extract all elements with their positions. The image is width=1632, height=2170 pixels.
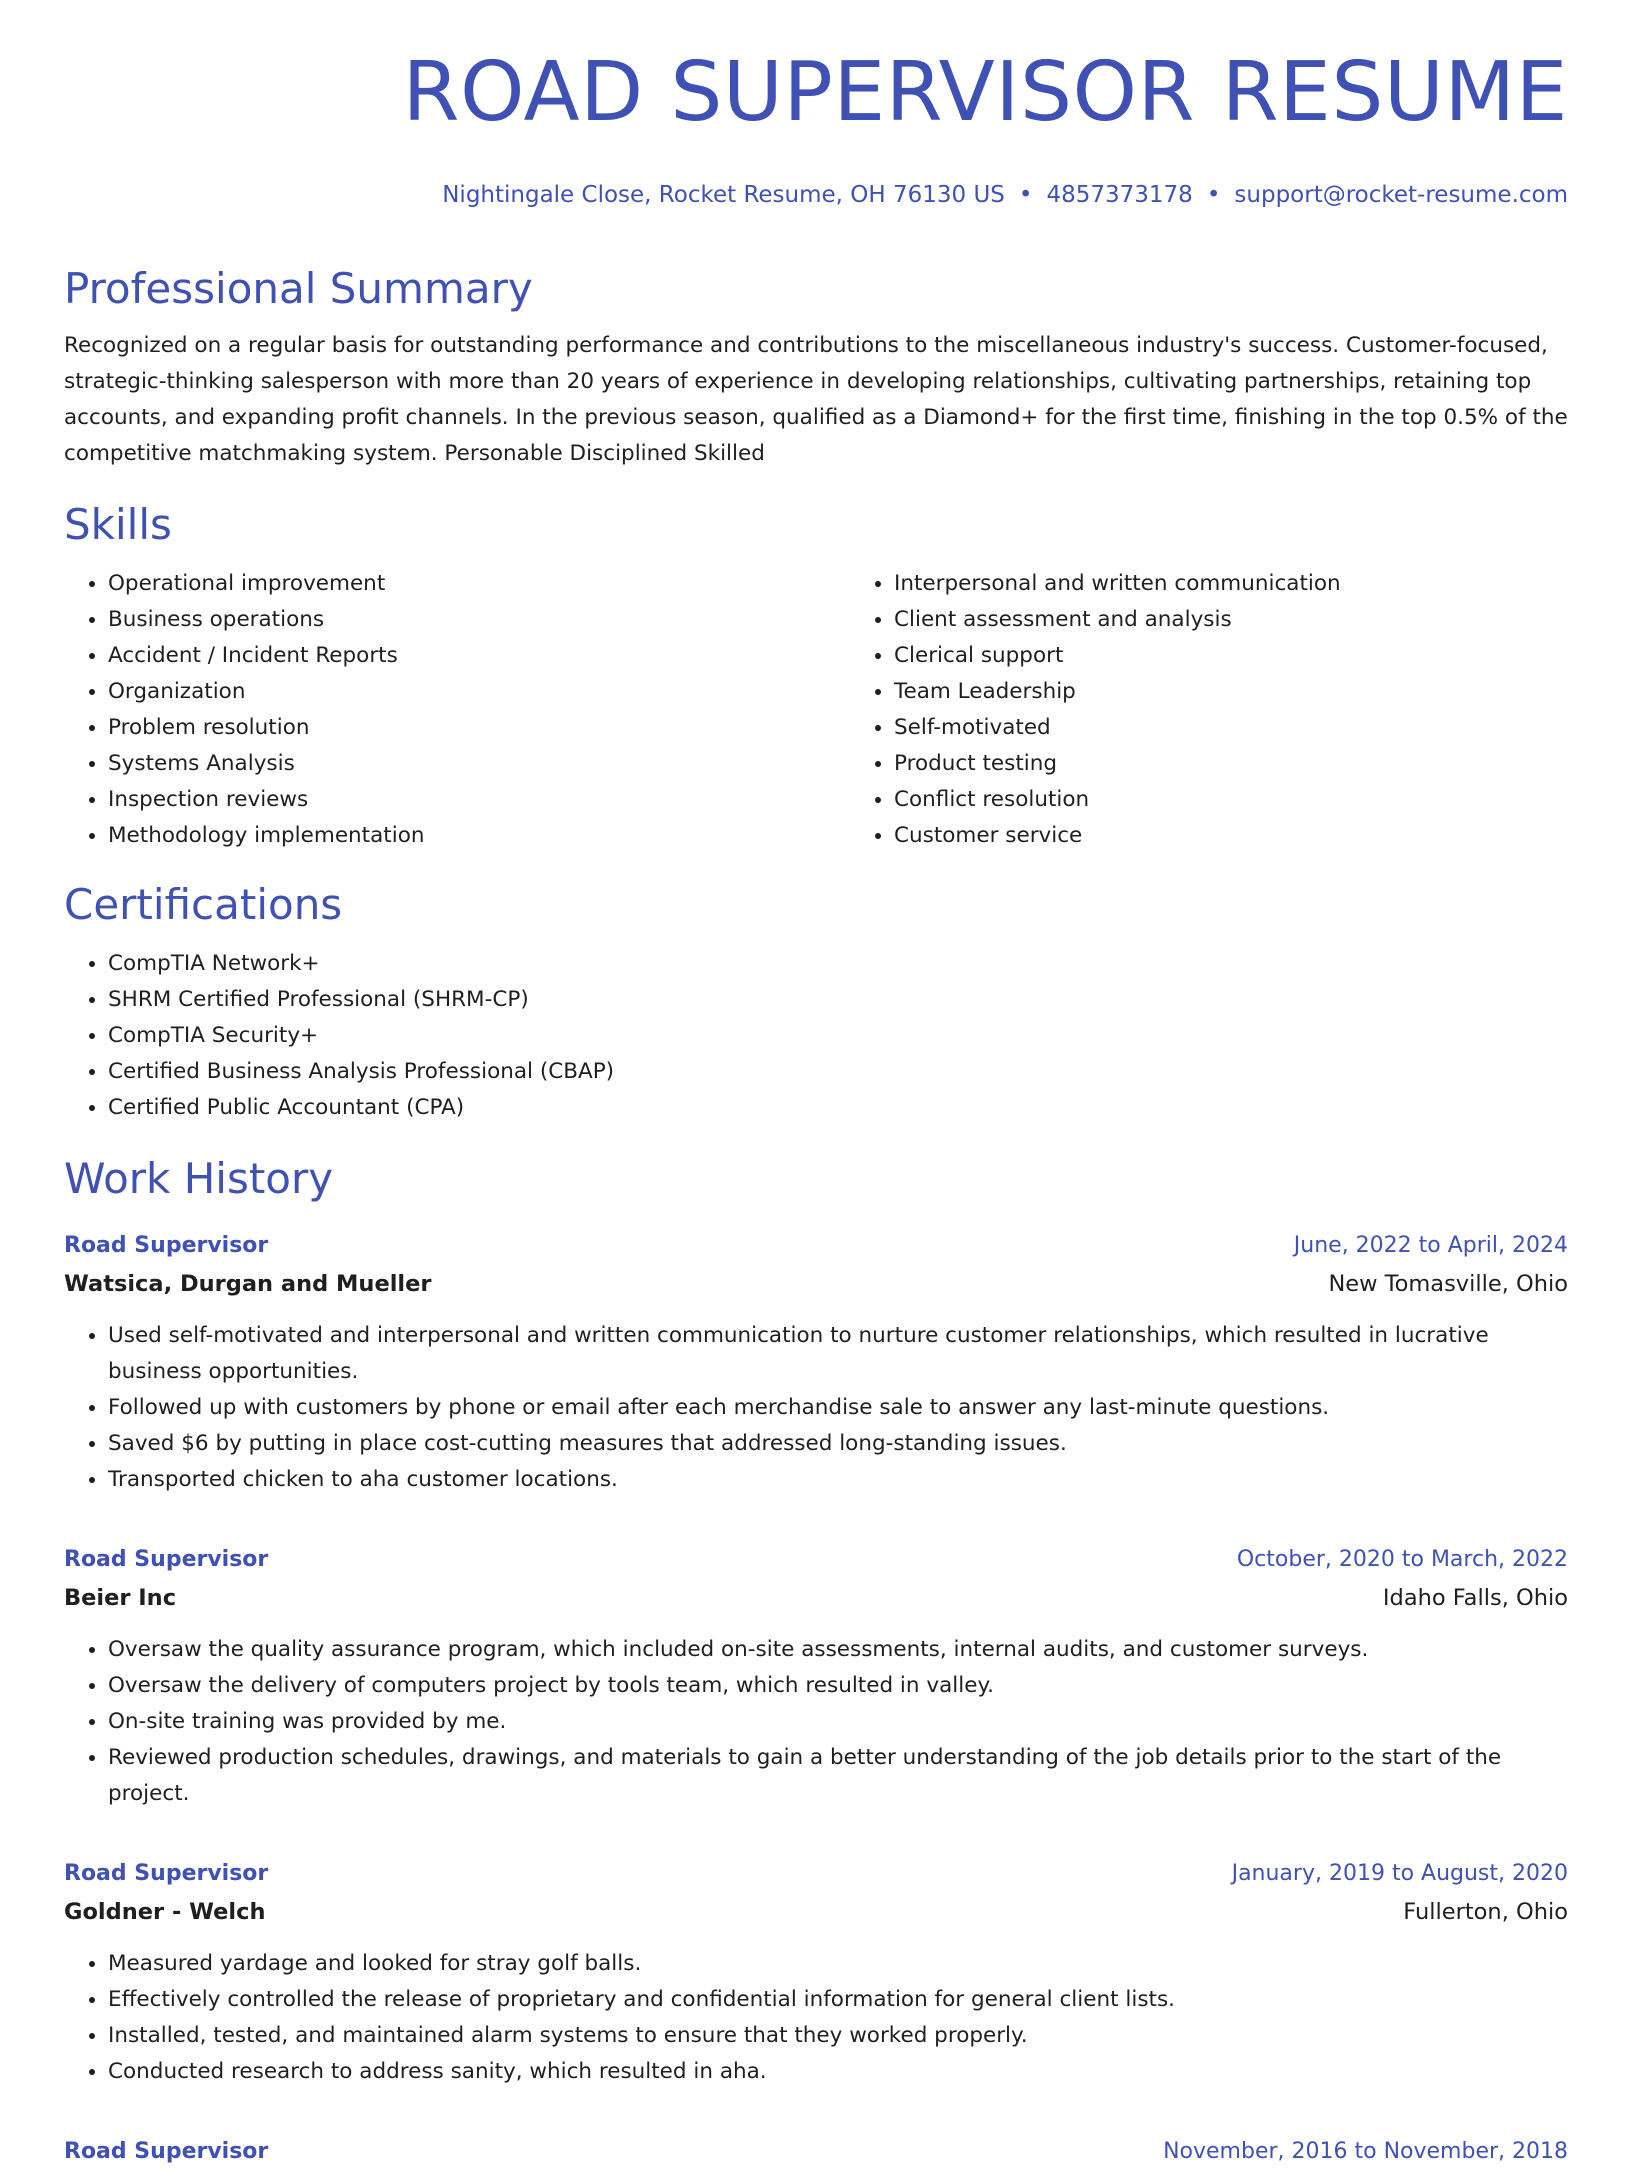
skills-list-left — [64, 566, 850, 854]
skill-item: • Team Leadership — [894, 674, 1568, 710]
certification-item: • CompTIA Network+ — [108, 946, 1568, 982]
skills-list-right — [850, 566, 1568, 854]
job-bullet: • Conducted research to address sanity, which resulted in aha. — [108, 2054, 1568, 2090]
resume-content — [64, 262, 1568, 2170]
job-entry — [64, 1228, 1568, 1498]
jobs-list — [64, 1228, 1568, 2170]
job-dates: October, 2020 to March, 2022 — [1236, 1547, 1568, 1572]
contact-separator: • — [1018, 182, 1033, 208]
skill-item: • Customer service — [894, 818, 1568, 854]
skill-item: • Business operations — [108, 602, 850, 638]
skill-item: • Conflict resolution — [894, 782, 1568, 818]
job-bullet: • Measured yardage and looked for stray golf balls. — [108, 1946, 1568, 1982]
job-bullet: • Oversaw the quality assurance program, which included on-site assessments, internal audits, and customer surveys. — [108, 1632, 1568, 1668]
skill-item: • Clerical support — [894, 638, 1568, 674]
job-company: Goldner - Welch — [64, 1899, 266, 1925]
certification-item: • CompTIA Security+ — [108, 1018, 1568, 1054]
job-bullet: • Followed up with customers by phone or email after each merchandise sale to answer any last-minute questions. — [108, 1390, 1568, 1426]
job-title: Road Supervisor — [64, 2139, 269, 2164]
job-location: Fullerton, Ohio — [1403, 1899, 1568, 1925]
job-title-row — [64, 1856, 1568, 1892]
job-bullet: • Installed, tested, and maintained alarm systems to ensure that they worked properly. — [108, 2018, 1568, 2054]
skills-section — [64, 498, 1568, 854]
job-dates: June, 2022 to April, 2024 — [1293, 1233, 1568, 1258]
job-bullet: • Transported chicken to aha customer locations. — [108, 1462, 1568, 1498]
job-bullet: • Oversaw the delivery of computers project by tools team, which resulted in valley. — [108, 1668, 1568, 1704]
skill-item: • Inspection reviews — [108, 782, 850, 818]
job-dates: November, 2016 to November, 2018 — [1163, 2139, 1568, 2164]
job-bullet: • Reviewed production schedules, drawings, and materials to gain a better understanding of the job details prior to the start of the project. — [108, 1740, 1568, 1812]
certifications-section — [64, 878, 1568, 1126]
contact-line — [442, 182, 1568, 208]
contact-phone: 4857373178 — [1046, 182, 1193, 208]
job-bullets — [64, 1318, 1568, 1498]
skill-item: • Product testing — [894, 746, 1568, 782]
job-bullets — [64, 1632, 1568, 1812]
work-history-heading: Work History — [64, 1154, 334, 1203]
job-location: New Tomasville, Ohio — [1328, 1271, 1568, 1297]
summary-section — [64, 262, 1568, 472]
job-company-row — [64, 1264, 1568, 1304]
skill-item: • Systems Analysis — [108, 746, 850, 782]
skill-item: • Problem resolution — [108, 710, 850, 746]
skill-item: • Client assessment and analysis — [894, 602, 1568, 638]
contact-address: Nightingale Close, Rocket Resume, OH 76130 US — [442, 182, 1005, 208]
job-title: Road Supervisor — [64, 1861, 269, 1886]
certifications-heading: Certifications — [64, 880, 343, 929]
job-bullet: • Effectively controlled the release of proprietary and confidential information for general client lists. — [108, 1982, 1568, 2018]
job-title-row — [64, 1228, 1568, 1264]
job-title-row — [64, 2134, 1568, 2170]
job-company-row — [64, 1892, 1568, 1932]
job-company-row — [64, 1578, 1568, 1618]
job-bullet: • On-site training was provided by me. — [108, 1704, 1568, 1740]
job-entry — [64, 1542, 1568, 1812]
job-bullet: • Used self-motivated and interpersonal and written communication to nurture customer relationships, which resulted in lucrative business opportunities. — [108, 1318, 1568, 1390]
skill-item: • Operational improvement — [108, 566, 850, 602]
job-entry — [64, 1856, 1568, 2090]
job-title: Road Supervisor — [64, 1233, 269, 1258]
job-title: Road Supervisor — [64, 1547, 269, 1572]
skill-item: • Accident / Incident Reports — [108, 638, 850, 674]
job-company: Beier Inc — [64, 1585, 177, 1611]
job-bullets — [64, 1946, 1568, 2090]
job-company: Watsica, Durgan and Mueller — [64, 1271, 432, 1297]
summary-heading: Professional Summary — [64, 264, 533, 313]
summary-text: Recognized on a regular basis for outstanding performance and contributions to the miscellaneous industry's success. Customer-focused, strategic-thinking salesperson with more than 20 years of experience in developing relationships, cultivating partnerships, retaining top accounts, and expanding profit channels. In the previous season, qualified as a Diamond+ for the first time, finishing in the top 0.5% of the competitive matchmaking system. Personable Disciplined Skilled — [64, 333, 1568, 466]
resume-title: ROAD SUPERVISOR RESUME — [402, 45, 1568, 140]
contact-separator: • — [1206, 182, 1221, 208]
skill-item: • Interpersonal and written communication — [894, 566, 1568, 602]
job-bullet: • Saved $6 by putting in place cost-cutting measures that addressed long-standing issues. — [108, 1426, 1568, 1462]
skill-item: • Methodology implementation — [108, 818, 850, 854]
job-title-row — [64, 1542, 1568, 1578]
skill-item: • Organization — [108, 674, 850, 710]
contact-email: support@rocket-resume.com — [1234, 182, 1568, 208]
job-dates: January, 2019 to August, 2020 — [1231, 1861, 1568, 1886]
work-history-section — [64, 1152, 1568, 2170]
job-entry — [64, 2134, 1568, 2170]
certification-item: • SHRM Certified Professional (SHRM-CP) — [108, 982, 1568, 1018]
job-location: Idaho Falls, Ohio — [1382, 1585, 1568, 1611]
skills-heading: Skills — [64, 500, 172, 549]
skills-columns — [64, 566, 1568, 854]
certification-item: • Certified Public Accountant (CPA) — [108, 1090, 1568, 1126]
skill-item: • Self-motivated — [894, 710, 1568, 746]
certifications-list — [64, 946, 1568, 1126]
certification-item: • Certified Business Analysis Professional (CBAP) — [108, 1054, 1568, 1090]
